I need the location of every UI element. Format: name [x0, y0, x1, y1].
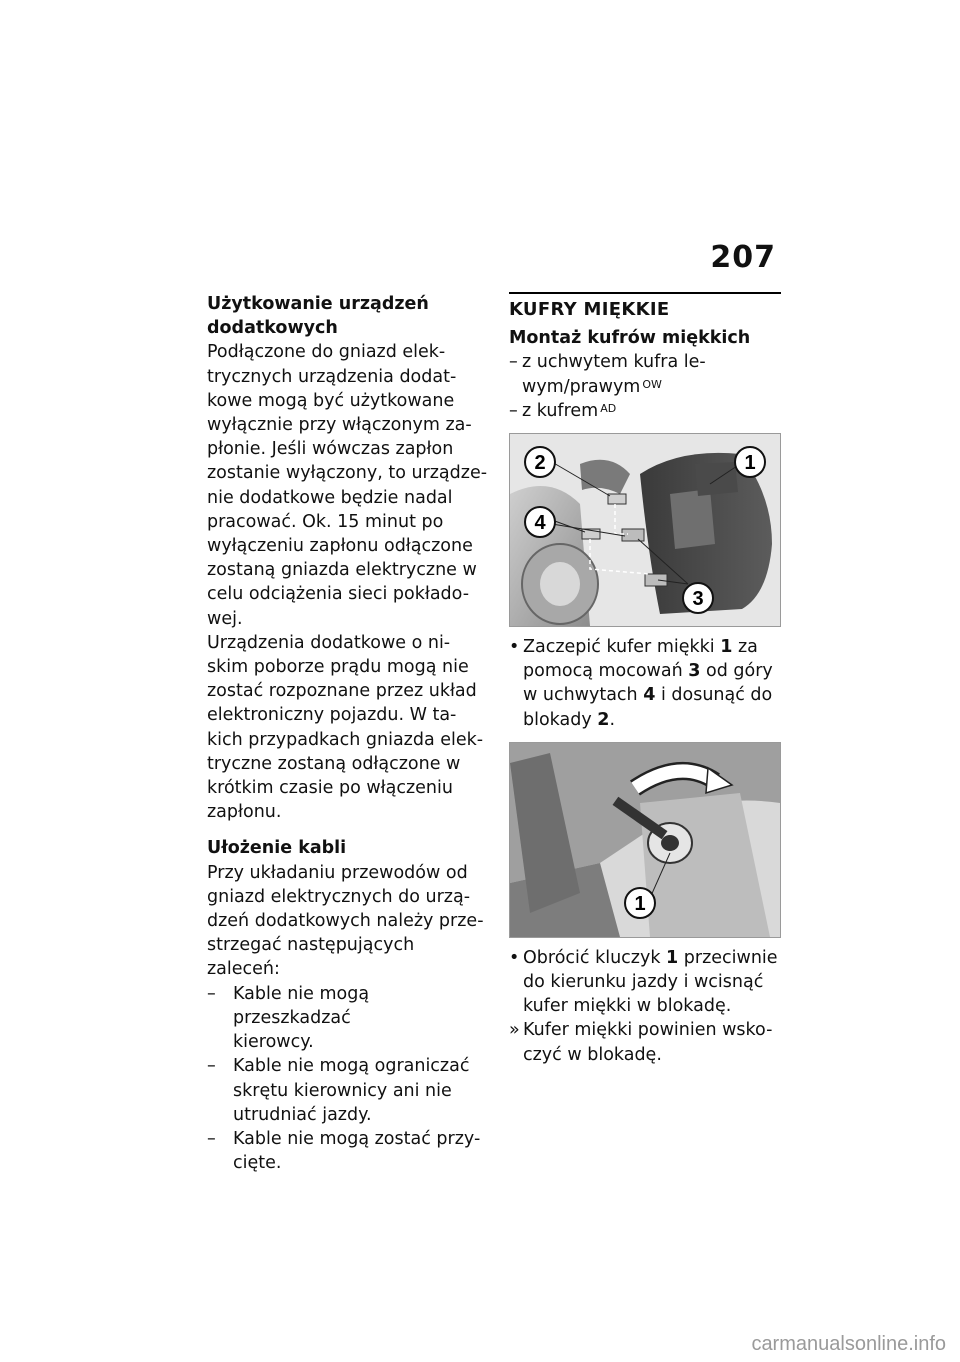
left-column — [207, 292, 490, 1175]
list-item: – Kable nie mogą przeszkadzać kierowcy. — [207, 983, 370, 1053]
svg-text:3: 3 — [692, 588, 704, 611]
heading-accessory-use: Użytkowanie urządzeń dodatkowych — [207, 294, 429, 339]
step-attach: • Zaczepić kufer miękki 1 za pomocą mocowań 3 od góry w uchwytach 4 i dosunąć do blokady 2. — [509, 637, 773, 730]
svg-text:2: 2 — [534, 452, 546, 475]
result-item: » Kufer miękki powinien wsko- czyć w blokadę. — [509, 1020, 773, 1065]
watermark: carmanualsonline.info — [751, 1333, 946, 1355]
paragraph-low-current: Urządzenia dodatkowe o ni- skim poborze prądu mogą nie zostać rozpoznane przez układ elektroniczny pojazdu. W ta- kich przypadkach gniazda elek- tryczne zostaną odłączone w krótkim czasie po włączeniu zapłonu. — [207, 632, 484, 823]
page-number: 207 — [710, 240, 776, 275]
figure-key-lock — [509, 742, 781, 938]
condition-item: – z kufrem $^{AD}$ — [509, 400, 617, 421]
list-item: – Kable nie mogą zostać przy- cięte. — [207, 1128, 481, 1174]
section-rule — [509, 292, 781, 294]
callout-4 — [525, 507, 555, 537]
subheading-mounting: Montaż kufrów miękkich — [509, 328, 751, 349]
svg-text:1: 1 — [744, 452, 756, 475]
condition-item: – z uchwytem kufra le- wym/prawym $^{OW}$ — [509, 352, 706, 397]
svg-text:4: 4 — [534, 512, 546, 535]
right-column — [509, 292, 781, 1067]
callout-2 — [525, 447, 555, 477]
paragraph-sockets: Podłączone do gniazd elek- trycznych urządzenia dodat- kowe mogą być użytkowane wyłącznie przy włączonym za- płonie. Jeśli wówczas zapłon zostanie wyłączony, to urządze- nie dodatkowe będzie nadal pracować. Ok. 15 minut po wyłączeniu zapłonu odłączone zostaną gniazda elektryczne w celu odciążenia sieci pokłado- wej. — [207, 342, 488, 629]
paragraph-cable-routing: Przy układaniu przewodów od gniazd elektrycznych do urzą- dzeń dodatkowych należy prze- strzegać następujących zaleceń: — [207, 862, 484, 980]
step-turn-key: • Obrócić kluczyk 1 przeciwnie do kierunku jazdy i wcisnąć kufer miękki w blokadę. — [509, 947, 778, 1017]
callout-3 — [683, 583, 713, 613]
figure-case-mounting-illustration — [510, 434, 780, 626]
heading-cable-routing: Ułożenie kabli — [207, 838, 347, 859]
callout-1 — [625, 888, 655, 918]
list-item: – Kable nie mogą ograniczać skrętu kierownicy ani nie utrudniać jazdy. — [207, 1056, 470, 1125]
section-title: KUFRY MIĘKKIE — [509, 299, 670, 320]
figure-case-mounting — [509, 433, 781, 627]
figure-key-lock-illustration — [510, 743, 780, 937]
callout-1 — [735, 447, 765, 477]
svg-text:1: 1 — [634, 892, 646, 915]
